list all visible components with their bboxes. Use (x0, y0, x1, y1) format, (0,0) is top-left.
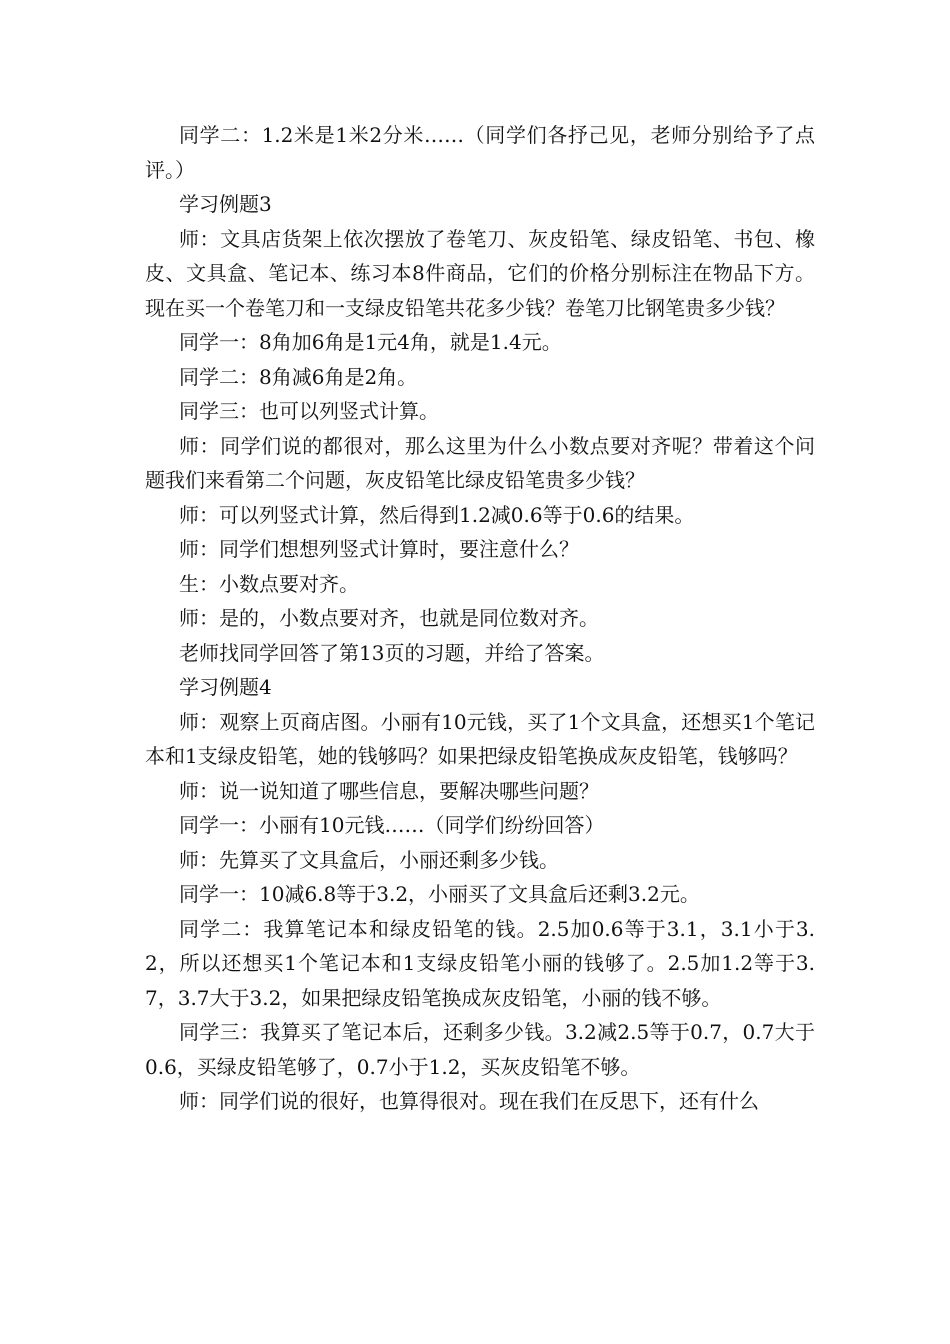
paragraph-4: 同学一：8角加6角是1元4角，就是1.4元。 (179, 330, 562, 354)
paragraph-16: 同学一：小丽有10元钱……（同学们纷纷回答） (179, 813, 605, 837)
paragraph-6: 同学三：也可以列竖式计算。 (179, 399, 439, 423)
paragraph-11: 师：是的，小数点要对齐，也就是同位数对齐。 (179, 606, 599, 630)
paragraph-18: 同学一：10减6.8等于3.2，小丽买了文具盒后还剩3.2元。 (179, 882, 700, 906)
paragraph-1: 同学二：1.2米是1米2分米……（同学们各抒己见，老师分别给予了点评。） (145, 123, 815, 182)
paragraph-12: 老师找同学回答了第13页的习题，并给了答案。 (179, 640, 605, 665)
document-page (145, 118, 815, 1119)
paragraph-15: 师：说一说知道了哪些信息，要解决哪些问题？ (179, 778, 599, 803)
paragraph-17: 师：先算买了文具盒后，小丽还剩多少钱。 (179, 847, 559, 872)
paragraph-3: 师：文具店货架上依次摆放了卷笔刀、灰皮铅笔、绿皮铅笔、书包、橡皮、文具盒、笔记本、练习本8件商品，它们的价格分别标注在物品下方。现在买一个卷笔刀和一支绿皮铅笔共花多少钱？卷笔刀比钢笔贵多少钱？ (145, 226, 815, 320)
paragraph-10: 生：小数点要对齐。 (179, 571, 359, 596)
section-heading-example-3: 学习例题3 (179, 192, 272, 216)
paragraph-9: 师：同学们想想列竖式计算时，要注意什么？ (179, 537, 579, 561)
section-heading-example-4: 学习例题4 (179, 675, 272, 699)
paragraph-7: 师：同学们说的都很对，那么这里为什么小数点要对齐呢？带着这个问题我们来看第二个问题，灰皮铅笔比绿皮铅笔贵多少钱？ (145, 433, 815, 492)
paragraph-21: 师：同学们说的很好，也算得很对。现在我们在反思下，还有什么 (179, 1089, 759, 1113)
paragraph-8: 师：可以列竖式计算，然后得到1.2减0.6等于0.6的结果。 (179, 502, 695, 527)
paragraph-20: 同学三：我算买了笔记本后，还剩多少钱。3.2减2.5等于0.7，0.7大于0.6，买绿皮铅笔够了，0.7小于1.2，买灰皮铅笔不够。 (145, 1020, 815, 1079)
paragraph-5: 同学二：8角减6角是2角。 (179, 364, 418, 389)
paragraph-14: 师：观察上页商店图。小丽有10元钱，买了1个文具盒，还想买1个笔记本和1支绿皮铅笔，她的钱够吗？如果把绿皮铅笔换成灰皮铅笔，钱够吗？ (145, 709, 815, 768)
paragraph-19: 同学二：我算笔记本和绿皮铅笔的钱。2.5加0.6等于3.1，3.1小于3.2，所以还想买1个笔记本和1支绿皮铅笔小丽的钱够了。2.5加1.2等于3.7，3.7大于3.2，如果把绿皮铅笔换成灰皮铅笔，小丽的钱不够。 (145, 916, 815, 1010)
